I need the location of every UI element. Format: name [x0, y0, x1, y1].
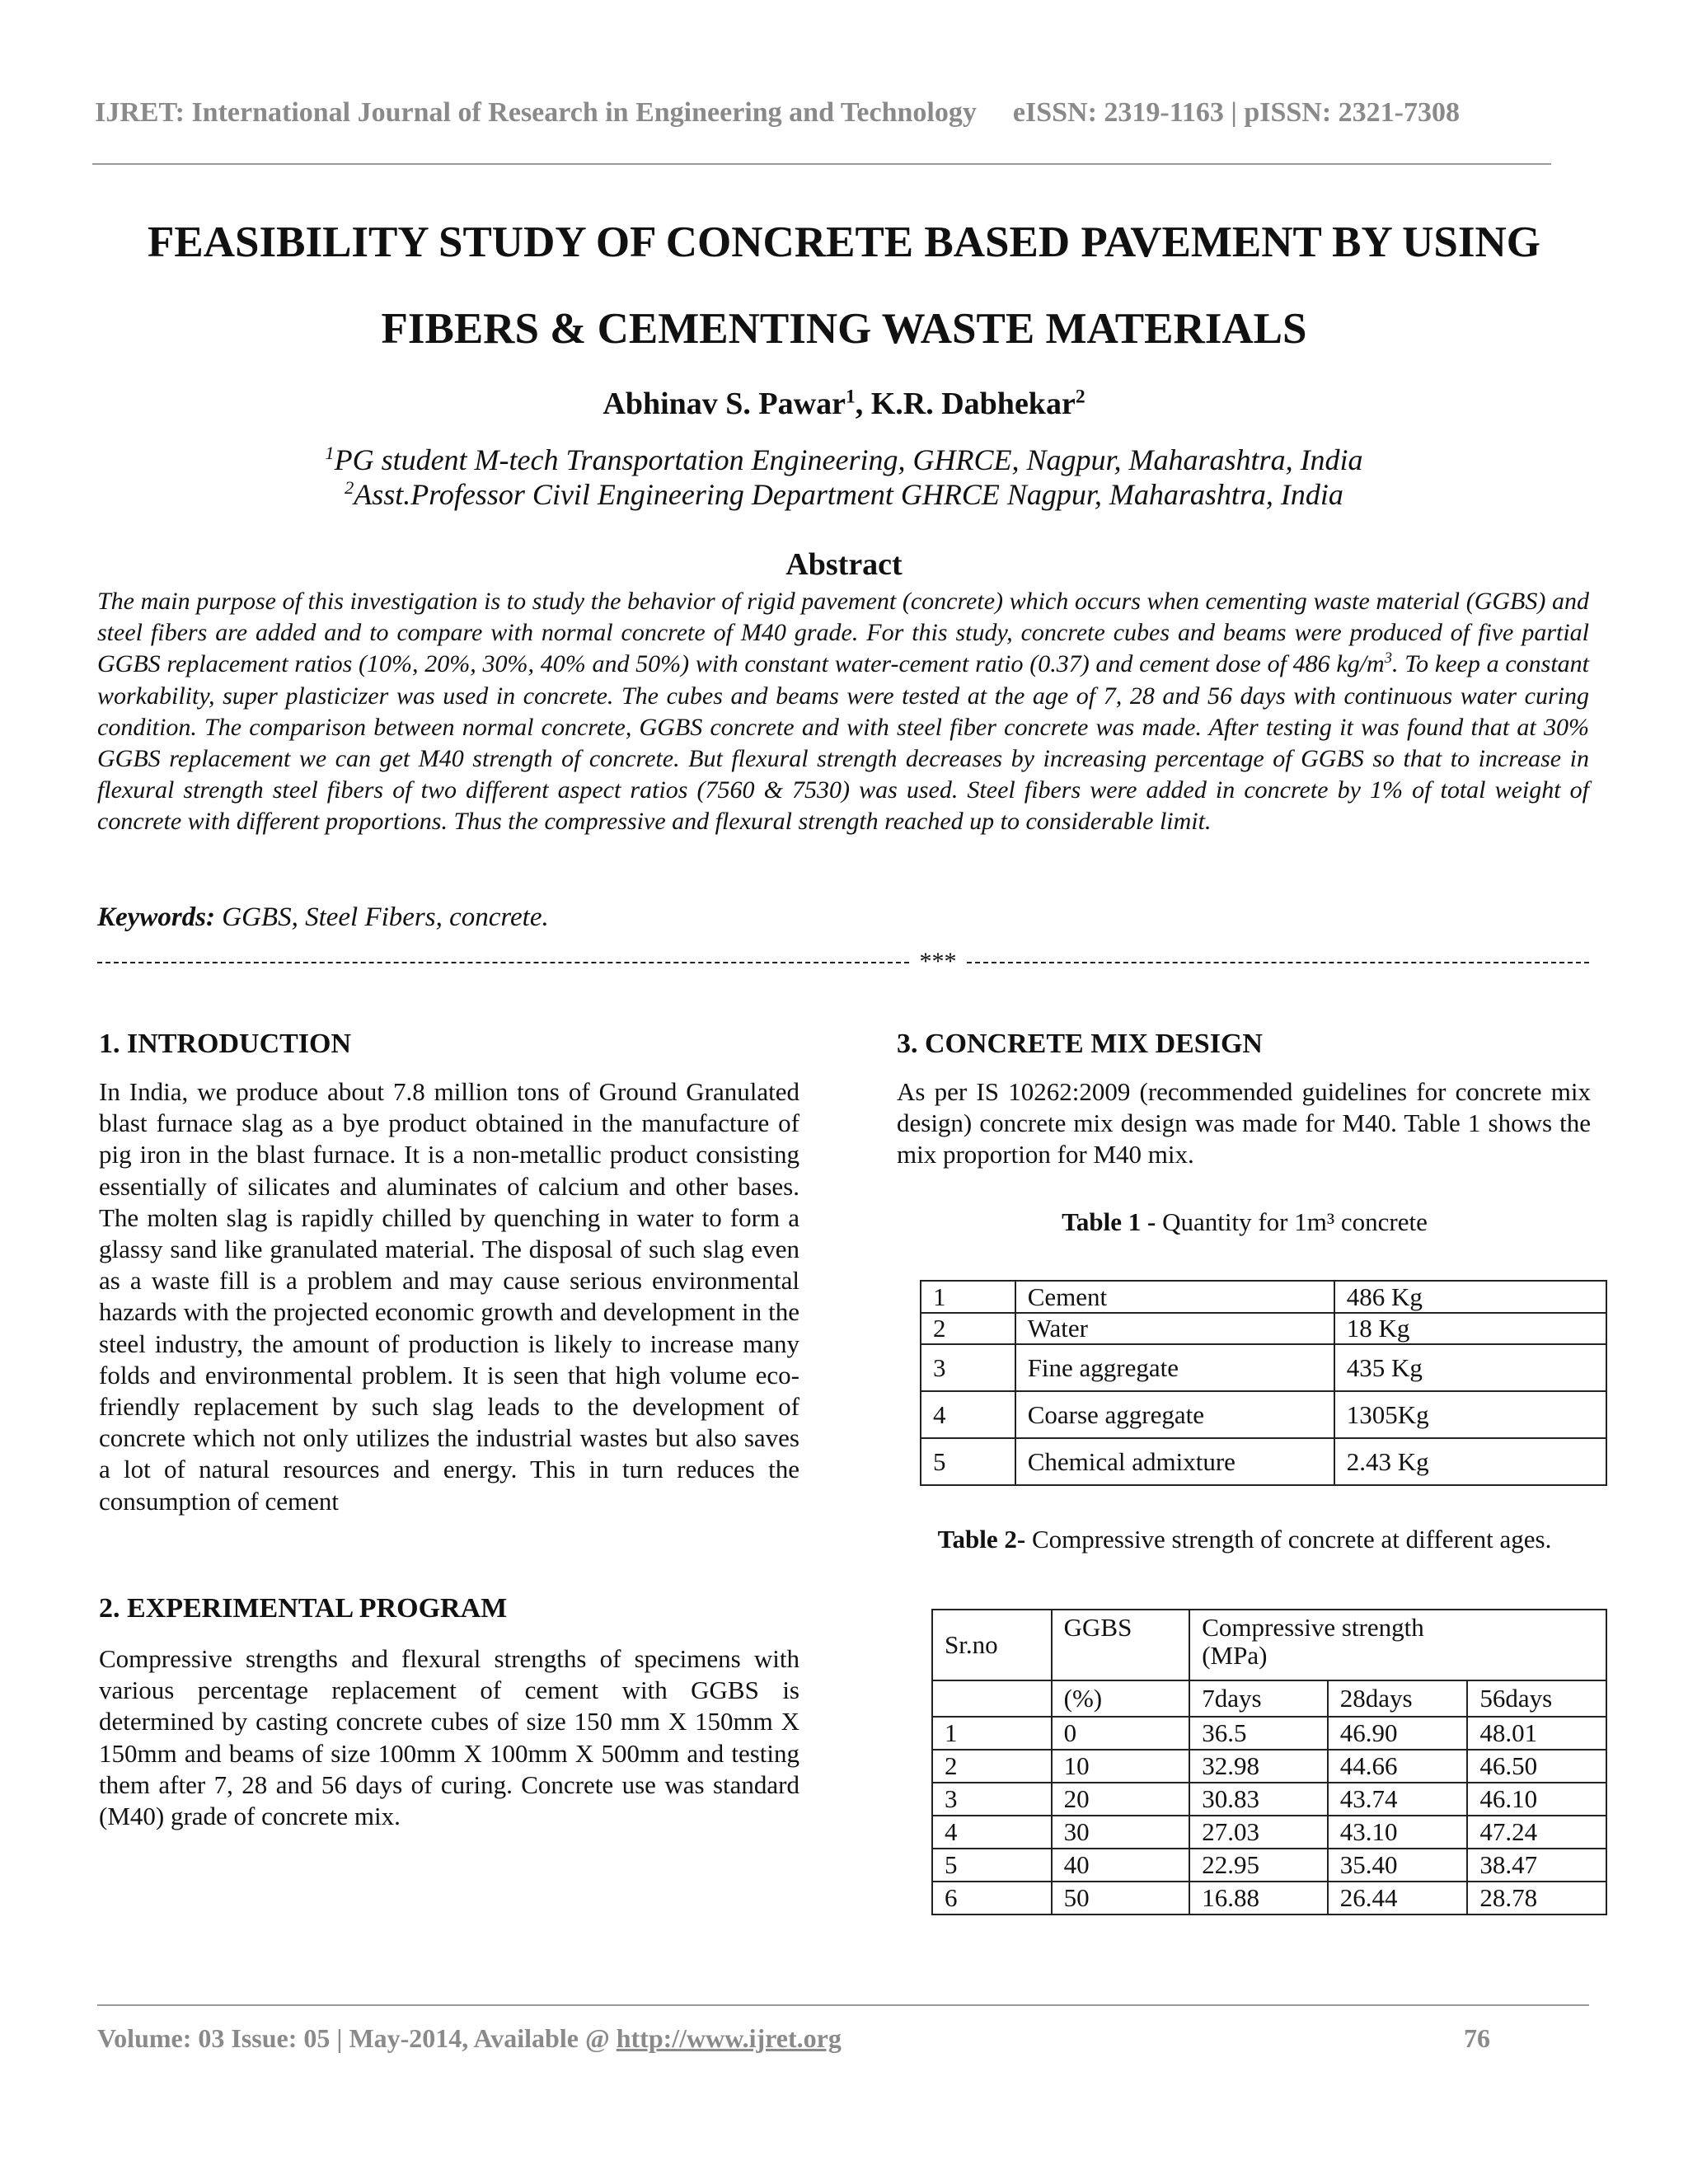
affil-mark: 2 — [345, 477, 354, 498]
table-row — [921, 1281, 1606, 1313]
table-subheader-row — [932, 1680, 1606, 1717]
keywords — [97, 902, 549, 933]
table-cell: 1 — [932, 1717, 1052, 1750]
author-affil-mark: 1 — [845, 386, 856, 408]
header-line: (MPa) — [1202, 1641, 1268, 1670]
table-cell: 27.03 — [1189, 1816, 1328, 1849]
table-cell: 28.78 — [1467, 1882, 1606, 1915]
footer-rule — [97, 2004, 1589, 2006]
table-row — [921, 1391, 1606, 1438]
table-cell: 10 — [1052, 1750, 1190, 1783]
table-header-cell: 28days — [1328, 1680, 1468, 1717]
abstract-text-part: . To keep a constant workability, super plasticizer was used in concrete. The cubes and beams were tested at the age of 7, 28 and 56 days with continuous water curing condition. The comparison between normal concrete, GGBS concrete and with steel fiber concrete was made. After testing it was found that at 30% GGBS replacement we can get M40 strength of concrete. But flexural strength decreases by increasing percentage of GGBS so that to increase in flexural strength steel fibers of two different aspect ratios (7560 & 7530) was used. Steel fibers were added in concrete by 1% of total weight of concrete with different proportions. Thus the compressive and flexural strength reached up to considerable limit. — [97, 650, 1590, 836]
keywords-text: GGBS, Steel Fibers, concrete. — [222, 902, 549, 932]
issn: eISSN: 2319-1163 | pISSN: 2321-7308 — [1012, 97, 1460, 128]
table-cell: 2 — [921, 1313, 1015, 1344]
table-cell: 46.10 — [1467, 1783, 1606, 1816]
table-cell: 486 Kg — [1334, 1281, 1606, 1313]
separator-stars: *** — [919, 948, 957, 975]
table-header-cell: Sr.no — [932, 1610, 1052, 1680]
table-cell: 18 Kg — [1334, 1313, 1606, 1344]
table-cell: 1 — [921, 1281, 1015, 1313]
affiliation-text: Asst.Professor Civil Engineering Department GHRCE Nagpur, Maharashtra, India — [354, 478, 1343, 511]
section-separator — [97, 948, 1589, 976]
table-cell: 1305Kg — [1334, 1391, 1606, 1438]
journal-link[interactable]: http://www.ijret.org — [616, 2023, 842, 2053]
table-cell: 47.24 — [1467, 1816, 1606, 1849]
table-cell: 3 — [932, 1783, 1052, 1816]
author-separator: , — [855, 387, 871, 421]
caption-text: Quantity for 1m³ concrete — [1156, 1207, 1428, 1236]
table-header-row — [932, 1610, 1606, 1680]
table-cell: Fine aggregate — [1015, 1344, 1334, 1391]
running-header — [95, 97, 1460, 129]
author-name: K.R. Dabhekar — [870, 387, 1076, 421]
header-rule — [92, 163, 1551, 165]
separator-dash-left — [97, 962, 909, 963]
table-cell: 46.90 — [1328, 1717, 1468, 1750]
table-cell: 48.01 — [1467, 1717, 1606, 1750]
table-cell: Chemical admixture — [1015, 1438, 1334, 1485]
table-row — [932, 1783, 1606, 1816]
table-cell: 30 — [1052, 1816, 1190, 1849]
table-cell: 16.88 — [1189, 1882, 1328, 1915]
table-cell: 4 — [921, 1391, 1015, 1438]
section-heading-introduction: 1. INTRODUCTION — [99, 1029, 352, 1059]
table-cell: 50 — [1052, 1882, 1190, 1915]
table-header-cell: (%) — [1052, 1680, 1190, 1717]
abstract-text-part: The main purpose of this investigation is to study the behavior of rigid pavement (concrete) which occurs when cementing waste material (GGBS) and steel fibers are added and to compare with normal concrete of M40 grade. For this study, concrete cubes and beams were produced of five partial GGBS replacement ratios (10%, 20%, 30%, 40% and 50%) with constant water-cement ratio (0.37) and cement dose of 486 kg/m — [97, 588, 1589, 678]
caption-label: Table 1 - — [1062, 1207, 1156, 1236]
table-cell: 44.66 — [1328, 1750, 1468, 1783]
separator-dash-right — [967, 962, 1589, 963]
table-header-cell: 7days — [1189, 1680, 1328, 1717]
table-row — [932, 1816, 1606, 1849]
table-cell — [932, 1680, 1052, 1717]
table-row — [932, 1717, 1606, 1750]
table-2 — [931, 1609, 1607, 1915]
table-cell: 0 — [1052, 1717, 1190, 1750]
table-header-cell: GGBS — [1052, 1610, 1190, 1680]
title-line-1: FEASIBILITY STUDY OF CONCRETE BASED PAVEMENT BY USING — [148, 218, 1540, 266]
author-affil-mark: 2 — [1075, 386, 1085, 408]
affiliations — [0, 443, 1688, 512]
section-heading-mix-design: 3. CONCRETE MIX DESIGN — [897, 1029, 1263, 1059]
affil-mark: 1 — [325, 443, 335, 463]
table-cell: 35.40 — [1328, 1849, 1468, 1882]
table-cell: Cement — [1015, 1281, 1334, 1313]
table-cell: 3 — [921, 1344, 1015, 1391]
keywords-label: Keywords: — [97, 902, 215, 932]
affiliation-text: PG student M-tech Transportation Engineering, GHRCE, Nagpur, Maharashtra, India — [334, 443, 1363, 476]
table-row — [932, 1849, 1606, 1882]
table-cell: Coarse aggregate — [1015, 1391, 1334, 1438]
table-row — [932, 1882, 1606, 1915]
table-cell: 46.50 — [1467, 1750, 1606, 1783]
table-cell: 26.44 — [1328, 1882, 1468, 1915]
table-row — [932, 1750, 1606, 1783]
volume-info: Volume: 03 Issue: 05 | May-2014, Available @ — [97, 2023, 617, 2053]
table-cell: 40 — [1052, 1849, 1190, 1882]
journal-name: IJRET: International Journal of Research in Engineering and Technology — [95, 97, 977, 128]
table-cell: Water — [1015, 1313, 1334, 1344]
table-cell: 435 Kg — [1334, 1344, 1606, 1391]
table-row — [921, 1313, 1606, 1344]
table-header-cell: 56days — [1467, 1680, 1606, 1717]
title-line-2: FIBERS & CEMENTING WASTE MATERIALS — [381, 305, 1307, 353]
table-cell: 22.95 — [1189, 1849, 1328, 1882]
caption-label: Table 2- — [937, 1525, 1026, 1554]
introduction-text: In India, we produce about 7.8 million tons of Ground Granulated blast furnace slag as a bye product obtained in the manufacture of pig iron in the blast furnace. It is a non-metallic product consisting essentially of silicates and aluminates of calcium and other bases. The molten slag is rapidly chilled by quenching in water to form a glassy sand like granulated material. The disposal of such slag even as a waste fill is a problem and may cause serious environmental hazards with the projected economic growth and development in the steel industry, the amount of production is likely to increase many folds and environmental problem. It is seen that high volume eco-friendly replacement by such slag leads to the development of concrete which not only utilizes the industrial wastes but also saves a lot of natural resources and energy. This in turn reduces the consumption of cement — [99, 1077, 799, 1516]
page-number: 76 — [1464, 2023, 1490, 2053]
abstract-heading: Abstract — [785, 547, 903, 582]
table-2-caption — [898, 1525, 1591, 1554]
mix-design-text: As per IS 10262:2009 (recommended guidelines for concrete mix design) concrete mix design was made for M40. Table 1 shows the mix proportion for M40 mix. — [897, 1077, 1591, 1169]
table-1-caption — [898, 1207, 1591, 1237]
experimental-text: Compressive strengths and flexural strengths of specimens with various percentage replacement of cement with GGBS is determined by casting concrete cubes of size 150 mm X 150mm X 150mm and beams of size 100mm X 100mm X 500mm and testing them after 7, 28 and 56 days of curing. Concrete use was standard (M40) grade of concrete mix. — [99, 1644, 799, 1831]
table-cell: 2.43 Kg — [1334, 1438, 1606, 1485]
author-name: Abhinav S. Pawar — [603, 387, 846, 421]
table-cell: 38.47 — [1467, 1849, 1606, 1882]
table-cell: 32.98 — [1189, 1750, 1328, 1783]
abstract-superscript: 3 — [1384, 649, 1393, 668]
table-cell: 36.5 — [1189, 1717, 1328, 1750]
section-heading-experimental: 2. EXPERIMENTAL PROGRAM — [99, 1593, 508, 1624]
affiliation — [0, 443, 1688, 477]
header-line: Compressive strength — [1202, 1613, 1424, 1642]
running-footer — [97, 2023, 842, 2054]
table-cell: 43.74 — [1328, 1783, 1468, 1816]
table-cell: 5 — [932, 1849, 1052, 1882]
table-cell: 4 — [932, 1816, 1052, 1849]
table-row — [921, 1344, 1606, 1391]
table-cell: 6 — [932, 1882, 1052, 1915]
table-header-cell — [1189, 1610, 1606, 1680]
table-cell: 2 — [932, 1750, 1052, 1783]
table-cell: 20 — [1052, 1783, 1190, 1816]
table-row — [921, 1438, 1606, 1485]
paper-title — [49, 199, 1639, 373]
table-cell: 30.83 — [1189, 1783, 1328, 1816]
table-1 — [920, 1280, 1607, 1486]
table-cell: 43.10 — [1328, 1816, 1468, 1849]
caption-text: Compressive strength of concrete at different ages. — [1025, 1525, 1552, 1554]
table-cell: 5 — [921, 1438, 1015, 1485]
author-list — [0, 386, 1688, 422]
abstract-text — [97, 586, 1589, 838]
affiliation — [0, 477, 1688, 512]
